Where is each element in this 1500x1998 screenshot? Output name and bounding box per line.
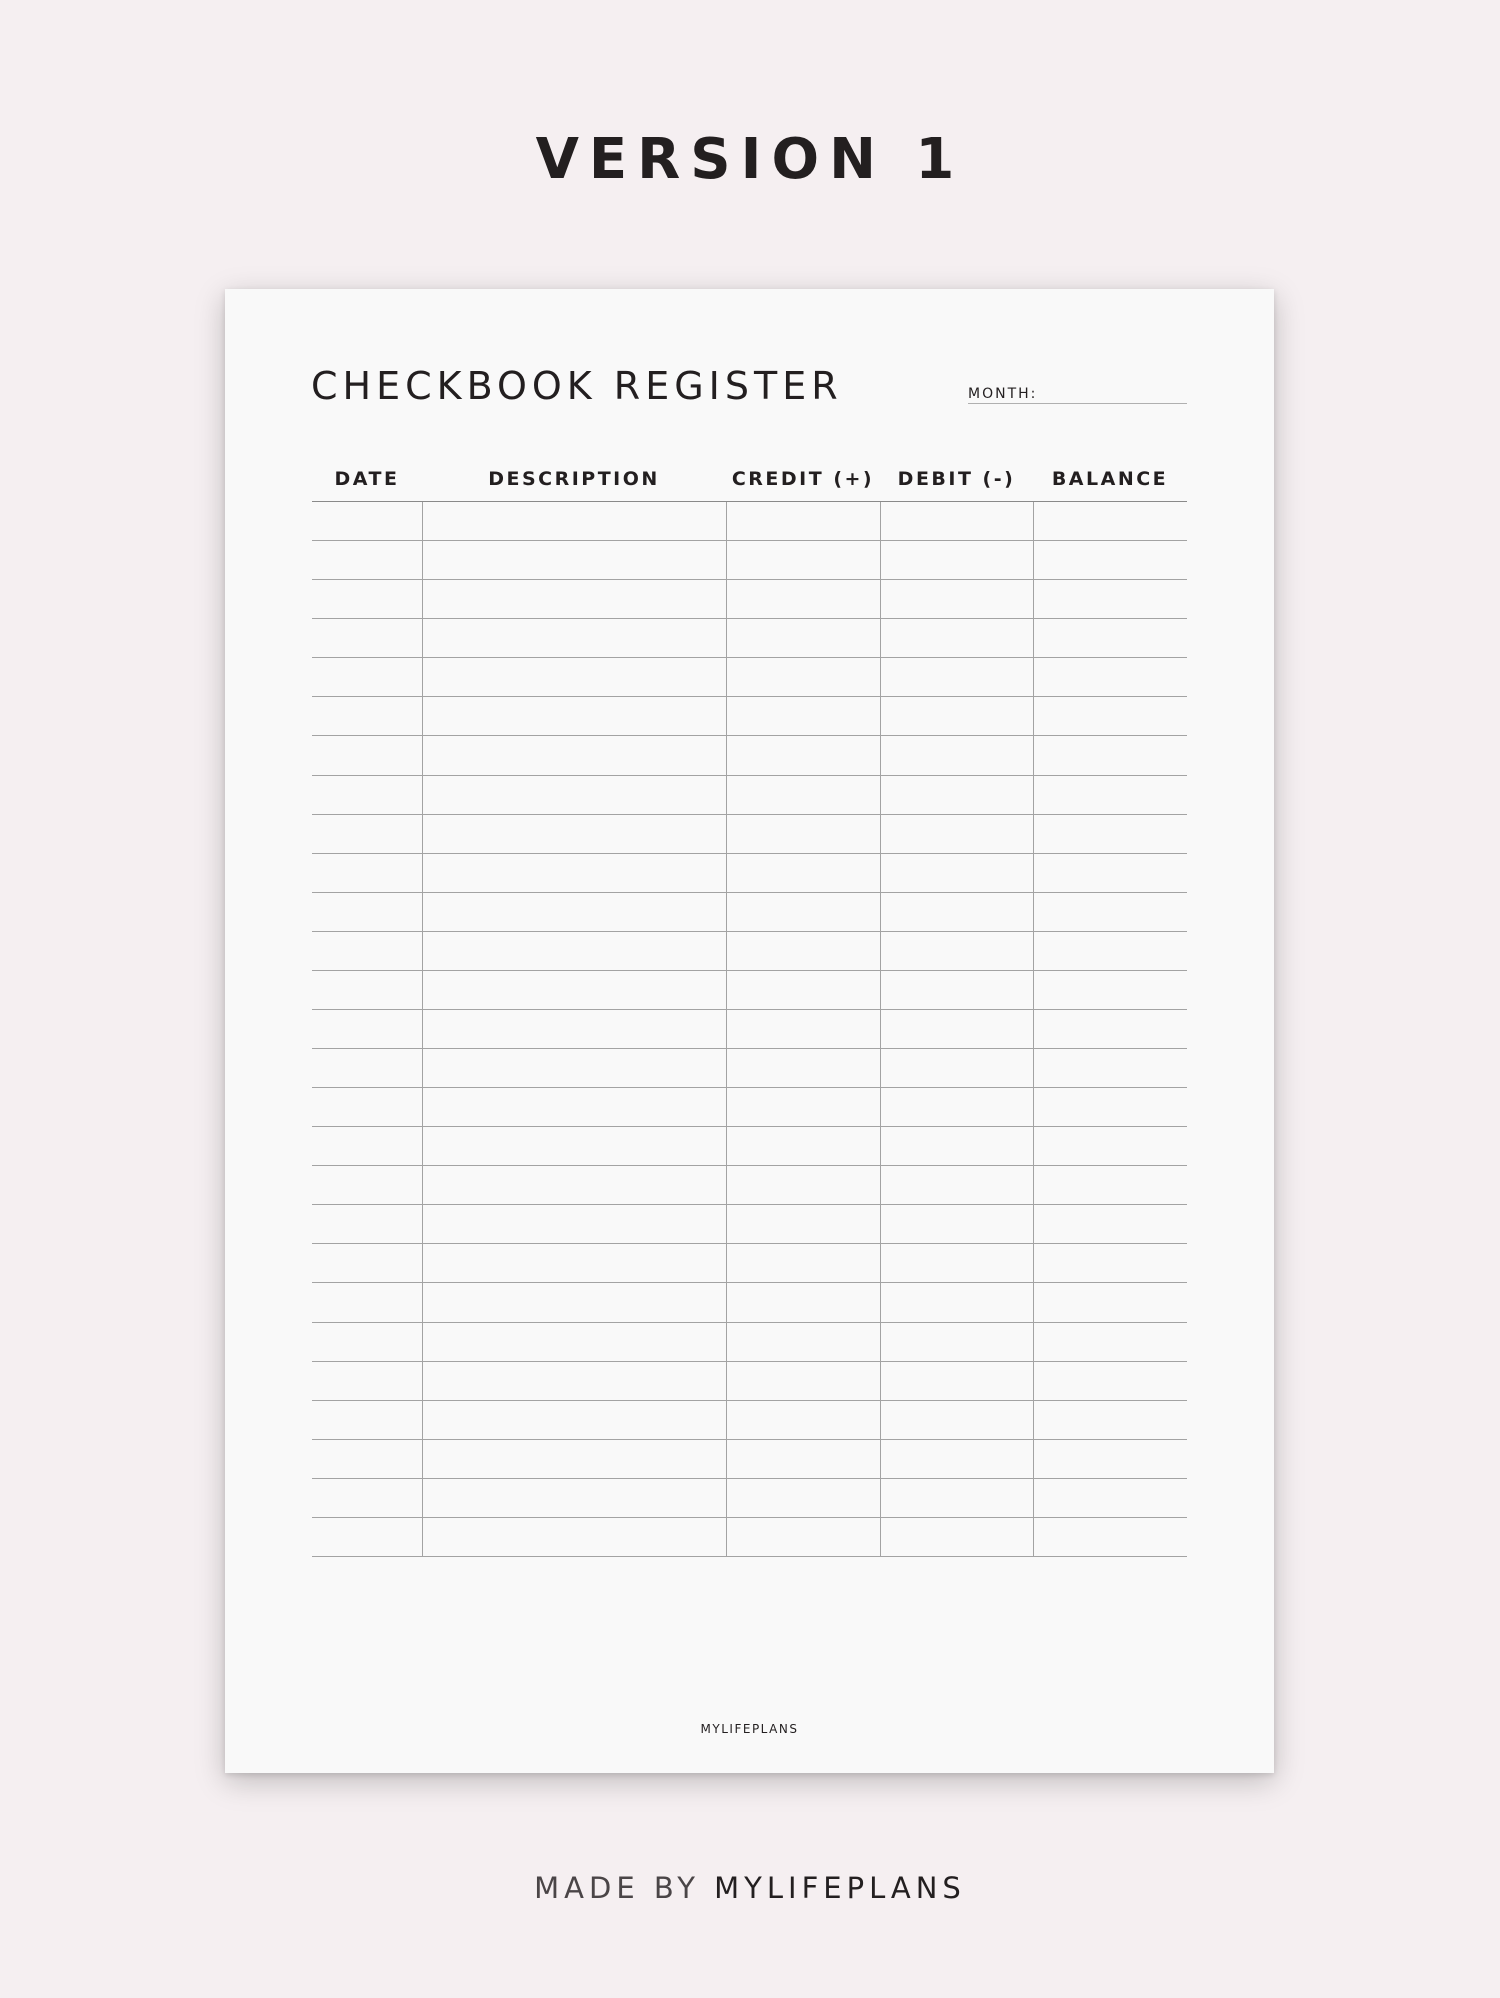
- cell-credit[interactable]: [726, 1205, 880, 1243]
- table-row: [312, 736, 1187, 775]
- cell-debit[interactable]: [880, 1049, 1033, 1087]
- cell-balance[interactable]: [1033, 1401, 1187, 1439]
- cell-balance[interactable]: [1033, 1049, 1187, 1087]
- column-header-balance: BALANCE: [1051, 468, 1169, 490]
- made-by-brand: MYLIFEPLANS: [714, 1871, 966, 1905]
- table-row: [312, 893, 1187, 932]
- column-divider-4: [1033, 502, 1034, 1557]
- cell-balance[interactable]: [1033, 1166, 1187, 1204]
- cell-debit[interactable]: [880, 854, 1033, 892]
- cell-balance[interactable]: [1033, 658, 1187, 696]
- cell-date[interactable]: [312, 932, 422, 970]
- cell-debit[interactable]: [880, 1010, 1033, 1048]
- cell-credit[interactable]: [726, 1244, 880, 1282]
- cell-credit[interactable]: [726, 1088, 880, 1126]
- cell-balance[interactable]: [1033, 1088, 1187, 1126]
- cell-description[interactable]: [422, 932, 726, 970]
- cell-balance[interactable]: [1033, 1362, 1187, 1400]
- cell-description[interactable]: [422, 1244, 726, 1282]
- cell-description[interactable]: [422, 1479, 726, 1517]
- cell-debit[interactable]: [880, 658, 1033, 696]
- sheet-title: CHECKBOOK REGISTER: [311, 364, 843, 408]
- table-row: [312, 1205, 1187, 1244]
- cell-description[interactable]: [422, 736, 726, 774]
- cell-debit[interactable]: [880, 1283, 1033, 1321]
- table-row: [312, 1127, 1187, 1166]
- table-row: [312, 1323, 1187, 1362]
- table-row: [312, 1166, 1187, 1205]
- cell-balance[interactable]: [1033, 932, 1187, 970]
- cell-date[interactable]: [312, 815, 422, 853]
- cell-balance[interactable]: [1033, 854, 1187, 892]
- cell-date[interactable]: [312, 1479, 422, 1517]
- cell-description[interactable]: [422, 619, 726, 657]
- table-row: [312, 1362, 1187, 1401]
- sheet-footer-brand: MYLIFEPLANS: [700, 1722, 799, 1736]
- cell-credit[interactable]: [726, 658, 880, 696]
- made-by-label: MADE BY: [534, 1871, 700, 1905]
- cell-description[interactable]: [422, 1323, 726, 1361]
- cell-date[interactable]: [312, 1244, 422, 1282]
- column-divider-1: [422, 502, 423, 1557]
- cell-debit[interactable]: [880, 1244, 1033, 1282]
- table-row: [312, 932, 1187, 971]
- cell-description[interactable]: [422, 541, 726, 579]
- month-field[interactable]: [1059, 382, 1187, 403]
- cell-date[interactable]: [312, 619, 422, 657]
- cell-description[interactable]: [422, 1127, 726, 1165]
- cell-description[interactable]: [422, 658, 726, 696]
- cell-description[interactable]: [422, 1362, 726, 1400]
- cell-balance[interactable]: [1033, 1323, 1187, 1361]
- cell-balance[interactable]: [1033, 541, 1187, 579]
- cell-date[interactable]: [312, 1283, 422, 1321]
- table-row: [312, 1088, 1187, 1127]
- cell-debit[interactable]: [880, 1166, 1033, 1204]
- table-row: [312, 1401, 1187, 1440]
- cell-description[interactable]: [422, 776, 726, 814]
- cell-description[interactable]: [422, 697, 726, 735]
- cell-date[interactable]: [312, 697, 422, 735]
- cell-description[interactable]: [422, 854, 726, 892]
- cell-balance[interactable]: [1033, 893, 1187, 931]
- cell-balance[interactable]: [1033, 1244, 1187, 1282]
- column-header-debit: DEBIT (-): [897, 468, 1016, 490]
- cell-description[interactable]: [422, 1440, 726, 1478]
- cell-debit[interactable]: [880, 815, 1033, 853]
- cell-balance[interactable]: [1033, 1283, 1187, 1321]
- column-divider-3: [880, 502, 881, 1557]
- cell-credit[interactable]: [726, 1166, 880, 1204]
- table-row: [312, 541, 1187, 580]
- table-row: [312, 1049, 1187, 1088]
- cell-credit[interactable]: [726, 932, 880, 970]
- cell-date[interactable]: [312, 1401, 422, 1439]
- cell-credit[interactable]: [726, 580, 880, 618]
- cell-balance[interactable]: [1033, 776, 1187, 814]
- column-header-description: DESCRIPTION: [488, 468, 660, 490]
- cell-description[interactable]: [422, 1088, 726, 1126]
- month-line: [968, 403, 1187, 404]
- table-row: [312, 1244, 1187, 1283]
- cell-debit[interactable]: [880, 893, 1033, 931]
- cell-balance[interactable]: [1033, 619, 1187, 657]
- cell-balance[interactable]: [1033, 580, 1187, 618]
- cell-balance[interactable]: [1033, 502, 1187, 540]
- cell-debit[interactable]: [880, 541, 1033, 579]
- column-divider-2: [726, 502, 727, 1557]
- cell-description[interactable]: [422, 893, 726, 931]
- cell-credit[interactable]: [726, 1518, 880, 1556]
- cell-balance[interactable]: [1033, 1518, 1187, 1556]
- cell-date[interactable]: [312, 1440, 422, 1478]
- cell-credit[interactable]: [726, 1401, 880, 1439]
- cell-date[interactable]: [312, 1518, 422, 1556]
- cell-date[interactable]: [312, 1166, 422, 1204]
- table-row: [312, 619, 1187, 658]
- cell-description[interactable]: [422, 502, 726, 540]
- cell-description[interactable]: [422, 1049, 726, 1087]
- table-row: [312, 815, 1187, 854]
- cell-debit[interactable]: [880, 502, 1033, 540]
- cell-credit[interactable]: [726, 1010, 880, 1048]
- cell-date[interactable]: [312, 1205, 422, 1243]
- column-header-date: DATE: [334, 468, 400, 490]
- month-label: MONTH:: [968, 386, 1038, 402]
- cell-date[interactable]: [312, 1010, 422, 1048]
- cell-balance[interactable]: [1033, 971, 1187, 1009]
- cell-debit[interactable]: [880, 736, 1033, 774]
- cell-credit[interactable]: [726, 619, 880, 657]
- table-row: [312, 1479, 1187, 1518]
- table-row: [312, 1440, 1187, 1479]
- cell-debit[interactable]: [880, 1205, 1033, 1243]
- cell-debit[interactable]: [880, 1518, 1033, 1556]
- cell-date[interactable]: [312, 580, 422, 618]
- cell-balance[interactable]: [1033, 1479, 1187, 1517]
- cell-debit[interactable]: [880, 932, 1033, 970]
- cell-date[interactable]: [312, 971, 422, 1009]
- table-row: [312, 1518, 1187, 1557]
- table-row: [312, 697, 1187, 736]
- printable-sheet: [225, 289, 1274, 1773]
- cell-balance[interactable]: [1033, 1010, 1187, 1048]
- cell-debit[interactable]: [880, 1479, 1033, 1517]
- cell-debit[interactable]: [880, 971, 1033, 1009]
- table-row: [312, 1010, 1187, 1049]
- table-row: [312, 854, 1187, 893]
- made-by-credit: [0, 1868, 1500, 1908]
- cell-date[interactable]: [312, 893, 422, 931]
- register-grid: [312, 502, 1187, 1557]
- cell-debit[interactable]: [880, 1127, 1033, 1165]
- cell-balance[interactable]: [1033, 697, 1187, 735]
- cell-balance[interactable]: [1033, 736, 1187, 774]
- cell-description[interactable]: [422, 1518, 726, 1556]
- table-row: [312, 776, 1187, 815]
- cell-debit[interactable]: [880, 619, 1033, 657]
- cell-credit[interactable]: [726, 541, 880, 579]
- table-row: [312, 971, 1187, 1010]
- cell-debit[interactable]: [880, 1440, 1033, 1478]
- table-row: [312, 1283, 1187, 1322]
- cell-debit[interactable]: [880, 697, 1033, 735]
- cell-credit[interactable]: [726, 971, 880, 1009]
- cell-balance[interactable]: [1033, 815, 1187, 853]
- cell-date[interactable]: [312, 736, 422, 774]
- table-row: [312, 502, 1187, 541]
- column-header-credit: CREDIT (+): [731, 468, 875, 490]
- cell-debit[interactable]: [880, 1323, 1033, 1361]
- cell-debit[interactable]: [880, 776, 1033, 814]
- table-row: [312, 658, 1187, 697]
- cell-date[interactable]: [312, 854, 422, 892]
- cell-balance[interactable]: [1033, 1127, 1187, 1165]
- cell-date[interactable]: [312, 776, 422, 814]
- cell-description[interactable]: [422, 971, 726, 1009]
- cell-credit[interactable]: [726, 1440, 880, 1478]
- cell-description[interactable]: [422, 1010, 726, 1048]
- cell-credit[interactable]: [726, 1049, 880, 1087]
- cell-credit[interactable]: [726, 1362, 880, 1400]
- cell-credit[interactable]: [726, 697, 880, 735]
- cell-description[interactable]: [422, 815, 726, 853]
- cell-description[interactable]: [422, 580, 726, 618]
- table-row: [312, 580, 1187, 619]
- cell-description[interactable]: [422, 1401, 726, 1439]
- cell-credit[interactable]: [726, 1127, 880, 1165]
- cell-balance[interactable]: [1033, 1205, 1187, 1243]
- cell-credit[interactable]: [726, 854, 880, 892]
- cell-description[interactable]: [422, 1166, 726, 1204]
- cell-credit[interactable]: [726, 1323, 880, 1361]
- cell-balance[interactable]: [1033, 1440, 1187, 1478]
- cell-date[interactable]: [312, 1362, 422, 1400]
- cell-credit[interactable]: [726, 502, 880, 540]
- cell-credit[interactable]: [726, 893, 880, 931]
- cell-debit[interactable]: [880, 1088, 1033, 1126]
- cell-debit[interactable]: [880, 1401, 1033, 1439]
- cell-date[interactable]: [312, 541, 422, 579]
- cell-credit[interactable]: [726, 815, 880, 853]
- cell-credit[interactable]: [726, 1479, 880, 1517]
- cell-debit[interactable]: [880, 1362, 1033, 1400]
- cell-date[interactable]: [312, 1049, 422, 1087]
- version-heading: VERSION 1: [535, 127, 965, 192]
- cell-date[interactable]: [312, 1323, 422, 1361]
- cell-credit[interactable]: [726, 736, 880, 774]
- cell-description[interactable]: [422, 1205, 726, 1243]
- cell-date[interactable]: [312, 658, 422, 696]
- cell-date[interactable]: [312, 1088, 422, 1126]
- cell-date[interactable]: [312, 1127, 422, 1165]
- cell-debit[interactable]: [880, 580, 1033, 618]
- cell-credit[interactable]: [726, 776, 880, 814]
- cell-credit[interactable]: [726, 1283, 880, 1321]
- cell-date[interactable]: [312, 502, 422, 540]
- cell-description[interactable]: [422, 1283, 726, 1321]
